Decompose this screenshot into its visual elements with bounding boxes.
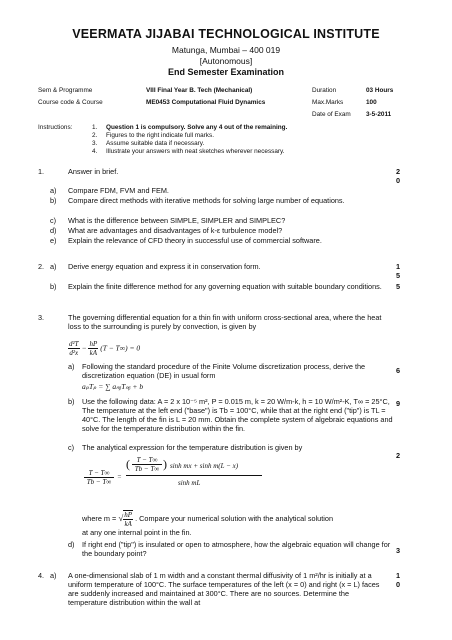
q3-number: 3.: [38, 313, 45, 322]
q2a-label: a): [50, 262, 57, 271]
q1c-label: c): [50, 216, 57, 225]
date-label: Date of Exam: [312, 111, 351, 118]
where-clause: where m = √ $\frac{hP}{kA}$ . Compare your numerical solution with the analytical solution: [82, 511, 334, 528]
q1b-label: b): [50, 196, 57, 205]
institute-name: VEERMATA JIJABAI TECHNOLOGICAL INSTITUTE: [72, 27, 380, 41]
q1d-text: What are advantages and disadvantages of k-ε turbulence model?: [68, 226, 283, 235]
instruction-item: Question 1 is compulsory. Solve any 4 out of the remaining.: [106, 124, 288, 131]
sem-value: VIII Final Year B. Tech (Mechanical): [146, 87, 253, 94]
institute-status: [Autonomous]: [199, 56, 253, 66]
course-value: ME0453 Computational Fluid Dynamics: [146, 99, 266, 106]
equation-fraction: $\frac{\text{d²T}}{\text{d²x}}$: [69, 340, 79, 357]
q1a-label: a): [50, 186, 57, 195]
q2-number: 2.: [38, 262, 45, 271]
q2a-marks: 15: [396, 262, 401, 280]
m-fraction: $\frac{hP}{kA}$: [124, 511, 133, 528]
main-fraction-bar: [126, 475, 262, 476]
exam-title: End Semester Examination: [167, 67, 285, 77]
q2a-text: Derive energy equation and express it in conservation form.: [68, 262, 261, 271]
q3-stem: The governing differential equation for a thin fin with uniform cross-sectional area, where the heat loss to the surrounding is purely by convection, is given by: [68, 313, 382, 331]
q1d-label: d): [50, 226, 57, 235]
sinh-term: sinh mx + sinh m(L − x): [170, 462, 239, 470]
instruction-num: 2.: [92, 132, 98, 139]
q2b-marks: 5: [396, 282, 401, 291]
instruction-item: Figures to the right indicate full marks.: [106, 132, 214, 139]
q4a-marks: 10: [396, 571, 401, 589]
q3d-marks: 3: [396, 546, 401, 555]
q3a-marks: 6: [396, 366, 401, 375]
marks-label: Max.Marks: [312, 99, 344, 106]
q3c-text: The analytical expression for the temperature distribution is given by: [82, 443, 303, 452]
q1a-text: Compare FDM, FVM and FEM.: [68, 186, 169, 195]
instruction-num: 1.: [92, 124, 98, 131]
q1-stem: Answer in brief.: [68, 167, 119, 176]
q1-marks: 20: [396, 167, 401, 185]
q3a-label: a): [68, 362, 75, 371]
date-value: 3-5-2011: [366, 111, 392, 118]
q3b-text: Use the following data: A = 2 x 10⁻⁵ m², P = 0.015 m, k = 20 W/m-k, h = 10 W/m²-K, T∞ = 25°C, The temperature at the left end ("base") is Tb = 100°C, while that at the right end ("tip") is TL = 40°C. The length of the fin is L = 20 mm. Obtain the complete system of algebraic equations and solve for the temperature distribution within the fin.: [82, 397, 393, 433]
q3a-text: Following the standard procedure of the Finite Volume discretization process, derive the discretization equation (DE) in usual form: [82, 362, 366, 380]
marks-value: 100: [366, 99, 377, 106]
analytical-expression: T − T∞ Tb − T∞ = ( T − T∞ Tb − T∞ ) sinh mx + sinh m(L − x) sinh mL: [84, 455, 264, 501]
sinh-denominator: sinh mL: [178, 479, 201, 487]
q1c-text: What is the difference between SIMPLE, SIMPLER and SIMPLEC?: [68, 216, 286, 225]
open-paren: (: [126, 457, 130, 471]
close-paren: ): [163, 457, 167, 471]
equation-fraction: $\frac{hP}{kA}$: [89, 340, 98, 357]
q2b-label: b): [50, 282, 57, 291]
q2b-text: Explain the finite difference method for any governing equation with suitable boundary conditions.: [68, 282, 382, 291]
instruction-item: Assume suitable data if necessary.: [106, 140, 205, 147]
instruction-item: Illustrate your answers with neat sketches wherever necessary.: [106, 148, 285, 155]
q4-number: 4.: [38, 571, 45, 580]
q4a-text: A one-dimensional slab of 1 m width and a constant thermal diffusivity of 1 m²/hr is initially at a uniform temperature of 100°C. The surface temperatures of the left (x = 0) and right (x = L) faces are suddenly increased and maintained at 300°C. There are no sources. Determine the temperature distribution within the wall at: [68, 571, 380, 607]
instructions-label: Instructions:: [38, 124, 73, 131]
q3c-marks: 2: [396, 451, 401, 460]
instruction-num: 3.: [92, 140, 98, 147]
q1b-text: Compare direct methods with iterative methods for solving large number of equations.: [68, 196, 345, 205]
q3d-label: d): [68, 540, 75, 549]
q4a-label: a): [50, 571, 57, 580]
q1e-label: e): [50, 236, 57, 245]
duration-value: 03 Hours: [366, 87, 394, 94]
q3c-tail: at any one internal point in the fin.: [82, 528, 192, 537]
q3c-label: c): [68, 443, 75, 452]
q3b-label: b): [68, 397, 75, 406]
discretization-equation: aₚTₚ = ∑ aₙᵦTₙᵦ + b: [82, 382, 144, 391]
q1e-text: Explain the relevance of CFD theory in successful use of commercial software.: [68, 236, 322, 245]
duration-label: Duration: [312, 87, 337, 94]
instruction-num: 4.: [92, 148, 98, 155]
institute-location: Matunga, Mumbai – 400 019: [171, 45, 281, 55]
course-label: Course code & Course: [38, 99, 103, 106]
lhs-fraction: T − T∞ Tb − T∞: [84, 469, 114, 486]
q3-governing-equation: $\frac{\text{d²T}}{\text{d²x}}$ − $\frac{hP}{kA}$ (T − T∞) = 0: [69, 340, 141, 357]
q1-number: 1.: [38, 167, 45, 176]
q3d-text: If right end ("tip") is insulated or open to atmosphere, how the algebraic equation will change for the boundary point?: [82, 540, 391, 558]
sem-label: Sem & Programme: [38, 87, 93, 94]
inner-fraction: T − T∞ Tb − T∞: [132, 456, 162, 473]
q3b-marks: 9: [396, 399, 401, 408]
